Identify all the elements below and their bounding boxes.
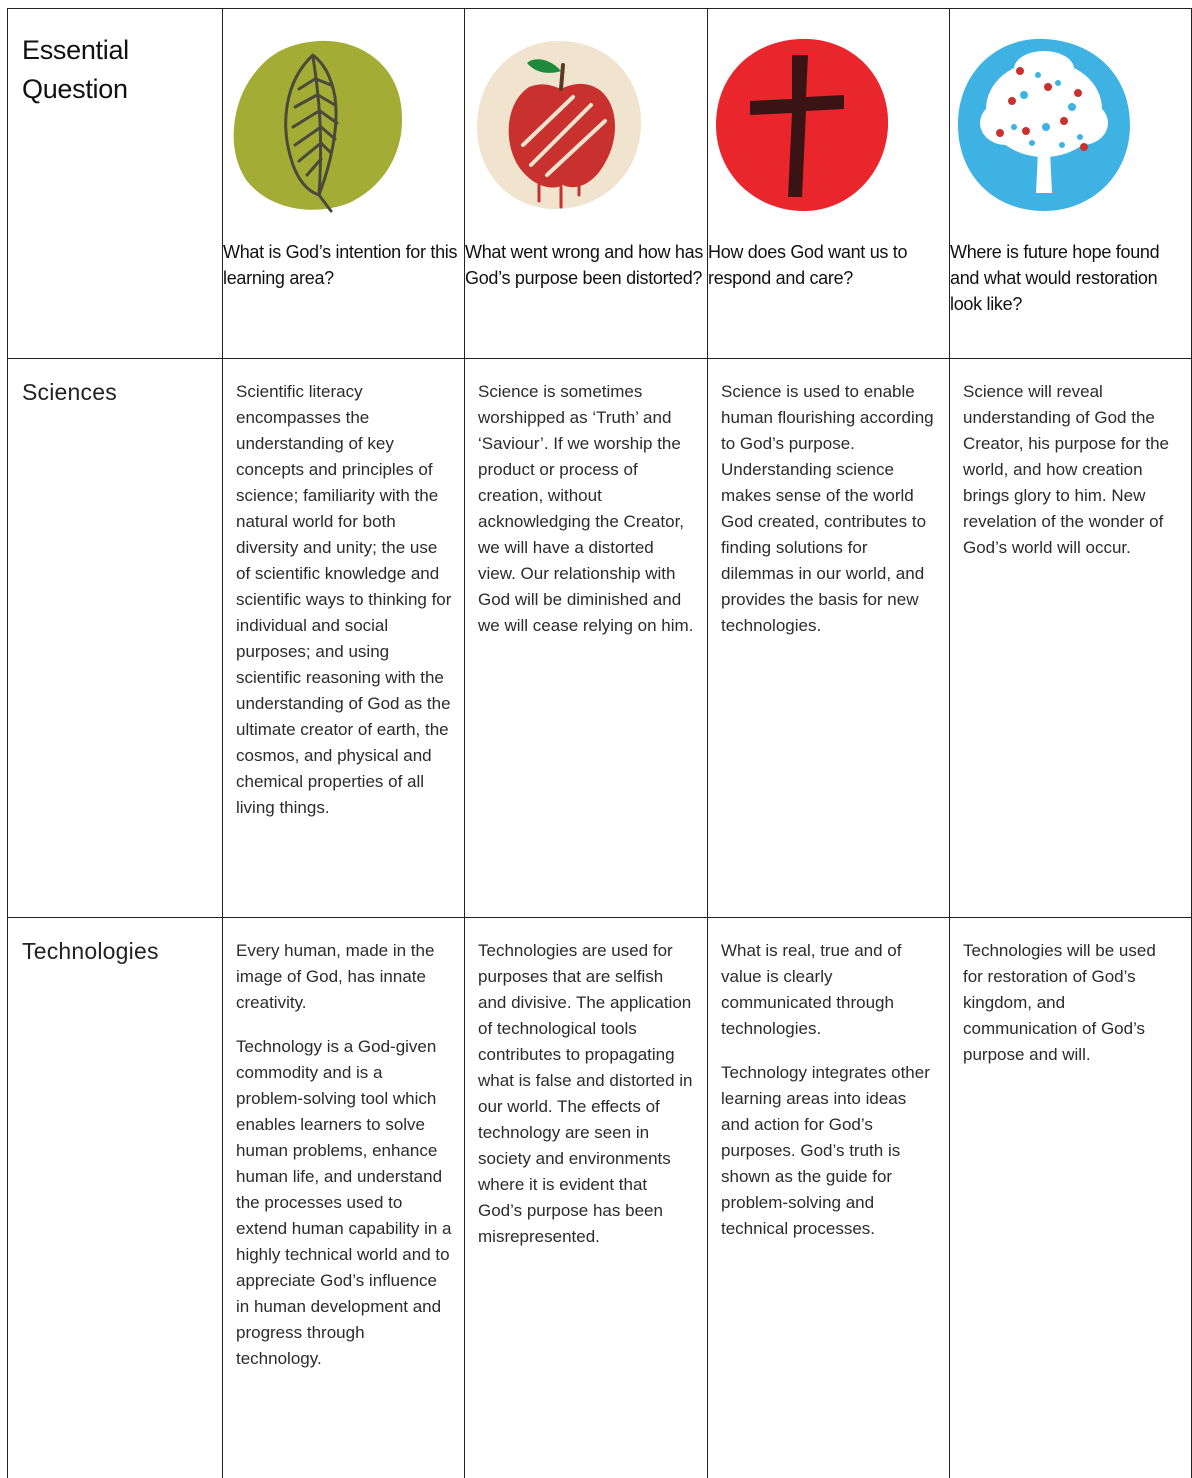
learning-area-table xyxy=(7,8,1192,1478)
question-cell-intention xyxy=(223,9,465,359)
table-row xyxy=(8,359,1192,918)
question-respond: How does God want us to respond and care? xyxy=(708,239,949,291)
sciences-wrong-cell xyxy=(465,359,708,918)
row-label-cell xyxy=(8,359,223,918)
essential-question-cell xyxy=(8,9,223,359)
row-label-technologies: Technologies xyxy=(8,918,222,965)
question-intention: What is God’s intention for this learning area? xyxy=(223,239,464,291)
cell-text: Technologies are used for purposes that are selfish and divisive. The application of technological tools contributes to propagating what is false and distorted in our world. The effects of technology are seen in society and environments where it is evident that God’s purpose has been misrepresented. xyxy=(478,938,695,1250)
cell-text: Technology is a God-given commodity and is a problem-solving tool which enables learners to solve human problems, enhance human life, and understand the processes used to extend human capability in a highly technical world and to appreciate God’s influence in human development and progress through technology. xyxy=(236,1034,452,1372)
technologies-hope-cell xyxy=(950,918,1192,1478)
apple-icon xyxy=(469,35,649,215)
cell-text: Technology integrates other learning areas into ideas and action for God’s purposes. God’s truth is shown as the guide for problem-solving and technical processes. xyxy=(721,1060,937,1242)
cell-text: Science will reveal understanding of God the Creator, his purpose for the world, and how creation brings glory to him. New revelation of the wonder of God’s world will occur. xyxy=(963,379,1179,561)
cell-text: Scientific literacy encompasses the understanding of key concepts and principles of science; familiarity with the natural world for both diversity and unity; the use of scientific knowledge and scientific ways to thinking for individual and social purposes; and using scientific reasoning with the understanding of God as the ultimate creator of earth, the cosmos, and physical and chemical properties of all living things. xyxy=(236,379,452,821)
question-wrong: What went wrong and how has God’s purpose been distorted? xyxy=(465,239,707,291)
question-cell-wrong xyxy=(465,9,708,359)
technologies-intention-cell xyxy=(223,918,465,1478)
question-hope: Where is future hope found and what would restoration look like? xyxy=(950,239,1191,317)
cell-text: Science is used to enable human flourishing according to God’s purpose. Understanding science makes sense of the world God created, contributes to finding solutions for dilemmas in our world, and provides the basis for new technologies. xyxy=(721,379,937,639)
essential-question-heading: Essential Question xyxy=(8,9,222,109)
cell-text: What is real, true and of value is clearly communicated through technologies. xyxy=(721,938,937,1042)
leaf-icon xyxy=(227,35,407,215)
tree-icon xyxy=(954,35,1134,215)
technologies-respond-cell xyxy=(708,918,950,1478)
cell-text: Science is sometimes worshipped as ‘Truth’ and ‘Saviour’. If we worship the product or process of creation, without acknowledging the Creator, we will have a distorted view. Our relationship with God will be diminished and we will cease relying on him. xyxy=(478,379,695,639)
sciences-respond-cell xyxy=(708,359,950,918)
cell-text: Technologies will be used for restoration of God’s kingdom, and communication of God’s purpose and will. xyxy=(963,938,1179,1068)
sciences-intention-cell xyxy=(223,359,465,918)
row-label-sciences: Sciences xyxy=(8,359,222,406)
header-row xyxy=(8,9,1192,359)
cross-icon xyxy=(712,35,892,215)
cell-text: Every human, made in the image of God, has innate creativity. xyxy=(236,938,452,1016)
technologies-wrong-cell xyxy=(465,918,708,1478)
table-row xyxy=(8,918,1192,1478)
question-cell-hope xyxy=(950,9,1192,359)
question-cell-respond xyxy=(708,9,950,359)
row-label-cell xyxy=(8,918,223,1478)
sciences-hope-cell xyxy=(950,359,1192,918)
